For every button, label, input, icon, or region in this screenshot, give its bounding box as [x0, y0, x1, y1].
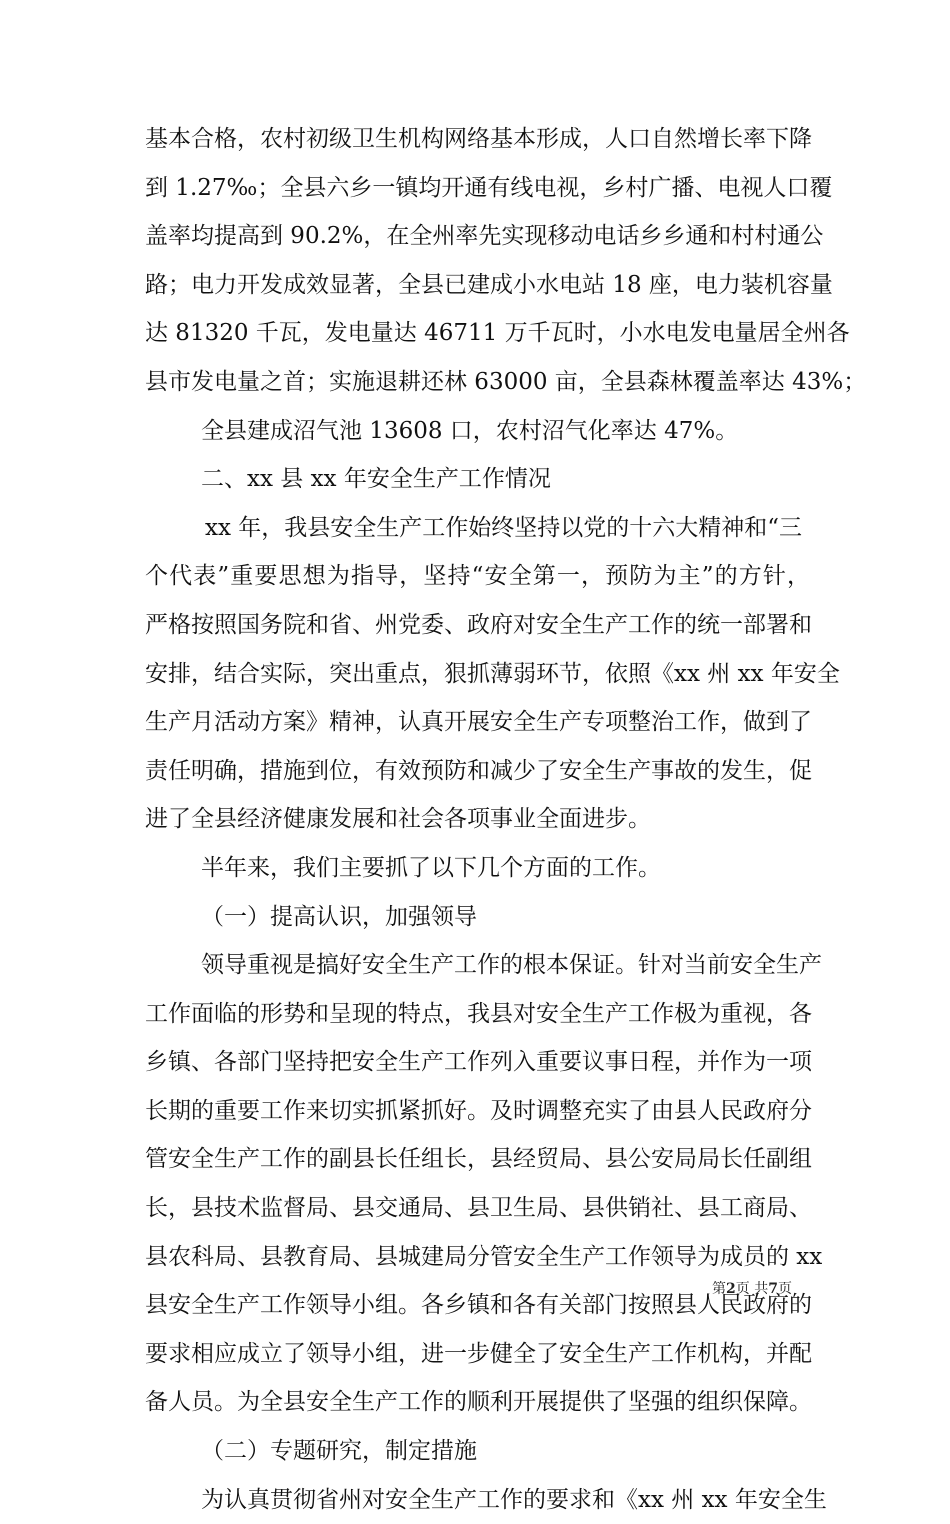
footer-page-number: 2	[726, 1281, 736, 1297]
text-line: 到 1.27‰；全县六乡一镇均开通有线电视，乡村广播、电视人口覆	[145, 174, 833, 201]
text-line: 县市发电量之首；实施退耕还林 63000 亩，全县森林覆盖率达 43%；	[145, 368, 867, 395]
page-footer	[712, 1278, 792, 1298]
text-line: 基本合格，农村初级卫生机构网络基本形成，人口自然增长率下降	[145, 126, 812, 152]
text-line: 工作面临的形势和呈现的特点，我县对安全生产工作极为重视，各	[145, 1000, 812, 1027]
document-body	[145, 115, 867, 1524]
footer-suffix: 页	[778, 1281, 792, 1297]
subsection-heading: （一）提高认识，加强领导	[201, 903, 477, 930]
section-heading: 二、xx 县 xx 年安全生产工作情况	[201, 466, 551, 493]
text-line: 路；电力开发成效显著，全县已建成小水电站 18 座，电力装机容量	[145, 271, 833, 298]
text-line: 责任明确，措施到位，有效预防和减少了安全生产事故的发生，促	[145, 757, 812, 784]
paragraph-line: 全县建成沼气池 13608 口，农村沼气化率达 47%。	[201, 417, 739, 444]
footer-total-pages: 7	[768, 1281, 778, 1297]
text-line: 县农科局、县教育局、县城建局分管安全生产工作领导为成员的 xx	[145, 1243, 823, 1270]
text-line: 个代表”重要思想为指导，坚持“安全第一，预防为主”的方针，	[145, 563, 810, 590]
paragraph-line: 领导重视是搞好安全生产工作的根本保证。针对当前安全生产	[201, 952, 822, 979]
text-line: 盖率均提高到 90.2%，在全州率先实现移动电话乡乡通和村村通公	[145, 223, 824, 250]
subsection-heading: （二）专题研究，制定措施	[201, 1438, 477, 1465]
text-line: 县安全生产工作领导小组。各乡镇和各有关部门按照县人民政府的	[145, 1292, 812, 1319]
text-line: 进了全县经济健康发展和社会各项事业全面进步。	[145, 806, 651, 833]
paragraph-line: 半年来，我们主要抓了以下几个方面的工作。	[201, 854, 661, 881]
text-line: 乡镇、各部门坚持把安全生产工作列入重要议事日程，并作为一项	[145, 1049, 812, 1076]
text-line: 备人员。为全县安全生产工作的顺利开展提供了坚强的组织保障。	[145, 1389, 812, 1416]
text-line: 要求相应成立了领导小组，进一步健全了安全生产工作机构，并配	[145, 1340, 812, 1367]
text-line: 管安全生产工作的副县长任组长，县经贸局、县公安局局长任副组	[145, 1146, 812, 1173]
paragraph-line: 为认真贯彻省州对安全生产工作的要求和《xx 州 xx 年安全生	[201, 1486, 827, 1513]
footer-prefix: 第	[712, 1281, 727, 1297]
text-line: 长期的重要工作来切实抓紧抓好。及时调整充实了由县人民政府分	[145, 1097, 812, 1124]
text-line: 长，县技术监督局、县交通局、县卫生局、县供销社、县工商局、	[145, 1195, 812, 1222]
text-line: 严格按照国务院和省、州党委、政府对安全生产工作的统一部署和	[145, 611, 812, 638]
paragraph-line: xx 年，我县安全生产工作始终坚持以党的十六大精神和“三	[205, 514, 803, 541]
footer-middle: 页 共	[735, 1281, 769, 1297]
text-line: 安排，结合实际，突出重点，狠抓薄弱环节，依照《xx 州 xx 年安全	[145, 660, 840, 687]
text-line: 生产月活动方案》精神，认真开展安全生产专项整治工作，做到了	[145, 709, 812, 736]
text-line: 达 81320 千瓦，发电量达 46711 万千瓦时，小水电发电量居全州各	[145, 320, 850, 347]
